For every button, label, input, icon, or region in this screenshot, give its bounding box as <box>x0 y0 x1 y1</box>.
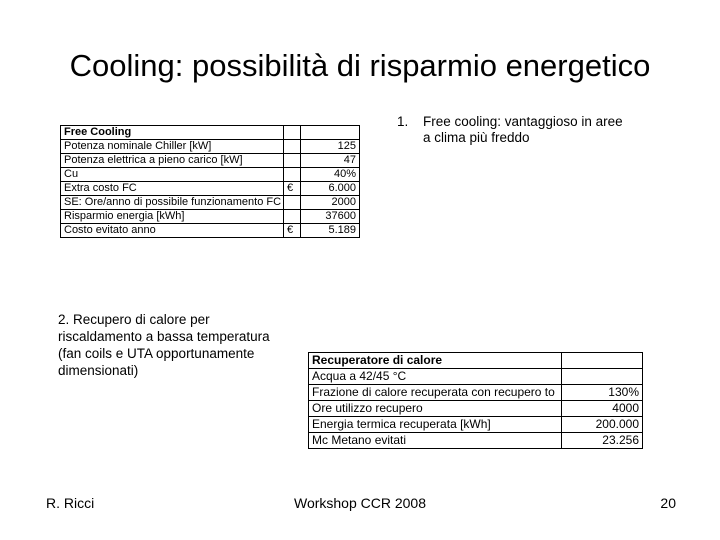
table-row <box>309 433 643 449</box>
heat-recovery-table <box>308 352 643 449</box>
row-label: Mc Metano evitati <box>309 433 562 449</box>
row-value: 47 <box>301 154 360 168</box>
row-unit <box>284 140 301 154</box>
row-label: Risparmio energia [kWh] <box>61 210 284 224</box>
row-value: 125 <box>301 140 360 154</box>
table-row <box>61 182 360 196</box>
page-number: 20 <box>660 495 676 511</box>
row-unit <box>284 210 301 224</box>
bullet-number: 1. <box>397 114 409 129</box>
bullet-text: Free cooling: vantaggioso in aree a clima più freddo <box>423 114 623 145</box>
table-row <box>61 154 360 168</box>
footer-author: R. Ricci <box>46 495 95 511</box>
row-value: 6.000 <box>301 182 360 196</box>
table-header: Recuperatore di calore <box>309 353 562 369</box>
footer-event: Workshop CCR 2008 <box>293 495 427 511</box>
slide-title: Cooling: possibilità di risparmio energetico <box>69 48 651 83</box>
row-label: Cu <box>61 168 284 182</box>
table-row <box>61 168 360 182</box>
row-unit <box>284 168 301 182</box>
row-unit <box>284 196 301 210</box>
row-label: Energia termica recuperata [kWh] <box>309 417 562 433</box>
row-value: 130% <box>562 385 643 401</box>
table-row <box>61 224 360 238</box>
row-value: 5.189 <box>301 224 360 238</box>
row-value <box>562 369 643 385</box>
table-row <box>61 210 360 224</box>
table-header-row <box>309 353 643 369</box>
table-row <box>61 140 360 154</box>
row-value: 4000 <box>562 401 643 417</box>
row-label: Frazione di calore recuperata con recupero to <box>309 385 562 401</box>
row-value: 200.000 <box>562 417 643 433</box>
row-value: 2000 <box>301 196 360 210</box>
row-label: SE: Ore/anno di possibile funzionamento FC <box>61 196 284 210</box>
row-value: 40% <box>301 168 360 182</box>
row-value: 23.256 <box>562 433 643 449</box>
row-label: Extra costo FC <box>61 182 284 196</box>
row-unit <box>284 154 301 168</box>
table-row <box>309 417 643 433</box>
free-cooling-table <box>60 125 360 238</box>
row-value: 37600 <box>301 210 360 224</box>
table-row <box>309 369 643 385</box>
row-label: Ore utilizzo recupero <box>309 401 562 417</box>
row-label: Potenza elettrica a pieno carico [kW] <box>61 154 284 168</box>
row-label: Costo evitato anno <box>61 224 284 238</box>
row-label: Potenza nominale Chiller [kW] <box>61 140 284 154</box>
row-label: Acqua a 42/45 °C <box>309 369 562 385</box>
bullet-heat-recovery: 2. Recupero di calore per riscaldamento a bassa temperatura (fan coils e UTA opportunamente dimensionati) <box>58 312 270 378</box>
table-row <box>309 385 643 401</box>
row-unit: € <box>284 224 301 238</box>
table-header-row <box>61 126 360 140</box>
table-header: Free Cooling <box>61 126 284 140</box>
table-row <box>61 196 360 210</box>
table-row <box>309 401 643 417</box>
row-unit: € <box>284 182 301 196</box>
